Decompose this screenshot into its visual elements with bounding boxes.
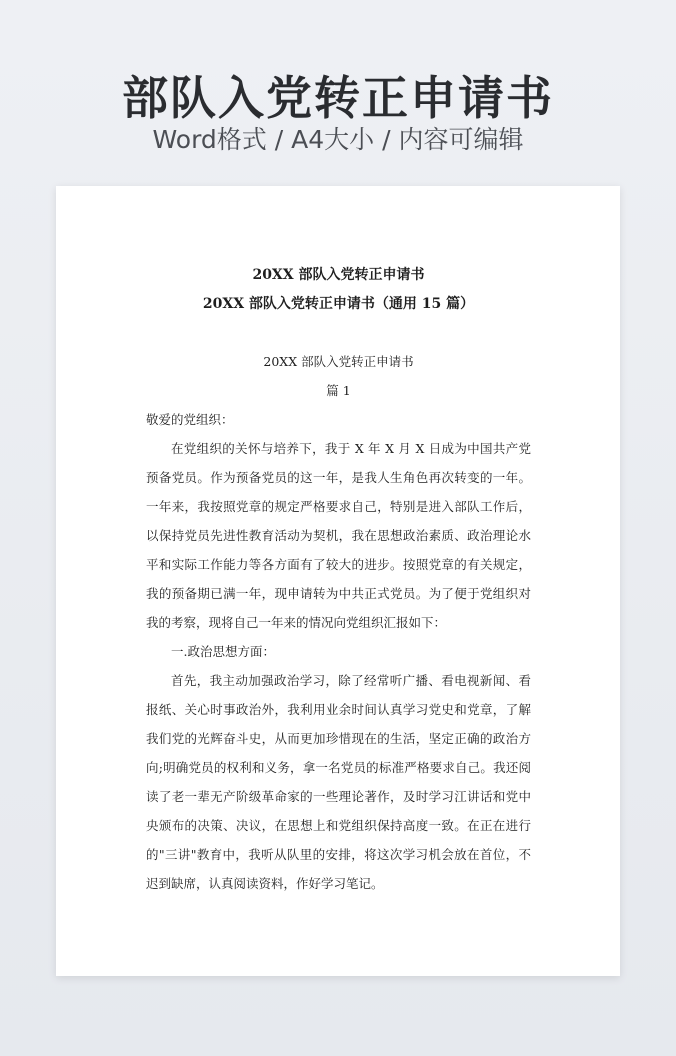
document-page <box>56 186 620 976</box>
body-paragraph: 一.政治思想方面： <box>171 644 275 659</box>
banner-subtitle: Word格式 / A4大小 / 内容可编辑 <box>152 125 524 154</box>
salutation: 敬爱的党组织： <box>146 412 234 427</box>
section-heading: 20XX 部队入党转正申请书 <box>263 354 414 369</box>
body-paragraph: 首先，我主动加强政治学习，除了经常听广播、看电视新闻、看报纸、关心时事政治外，我利用业余时间认真学习党史和党章，了解我们党的光辉奋斗史，从而更加珍惜现在的生活，坚定正确的政治方向;明确党员的权利和义务，拿一名党员的标准严格要求自己。我还阅读了老一辈无产阶级革命家的一些理论著作，及时学习江讲话和党中央颁布的决策、决议，在思想上和党组织保持高度一致。在正在进行的"三讲"教育中，我听从队里的安排，将这次学习机会放在首位，不迟到缺席，认真阅读资料，作好学习笔记。 <box>146 673 531 891</box>
body-paragraph: 在党组织的关怀与培养下，我于 X 年 X 月 X 日成为中国共产党预备党员。作为预备党员的这一年，是我人生角色再次转变的一年。一年来，我按照党章的规定严格要求自己，特别是进入部队工作后，以保持党员先进性教育活动为契机，我在思想政治素质、政治理论水平和实际工作能力等各方面有了较大的进步。按照党章的有关规定，我的预备期已满一年，现申请转为中共正式党员。为了便于党组织对我的考察，现将自己一年来的情况向党组织汇报如下： <box>146 441 531 630</box>
document-body <box>146 434 531 898</box>
document-subtitle: 20XX 部队入党转正申请书（通用 15 篇） <box>202 296 475 312</box>
part-label: 篇 1 <box>326 383 351 398</box>
document-title: 20XX 部队入党转正申请书 <box>252 267 425 283</box>
banner-title: 部队入党转正申请书 <box>122 71 554 125</box>
